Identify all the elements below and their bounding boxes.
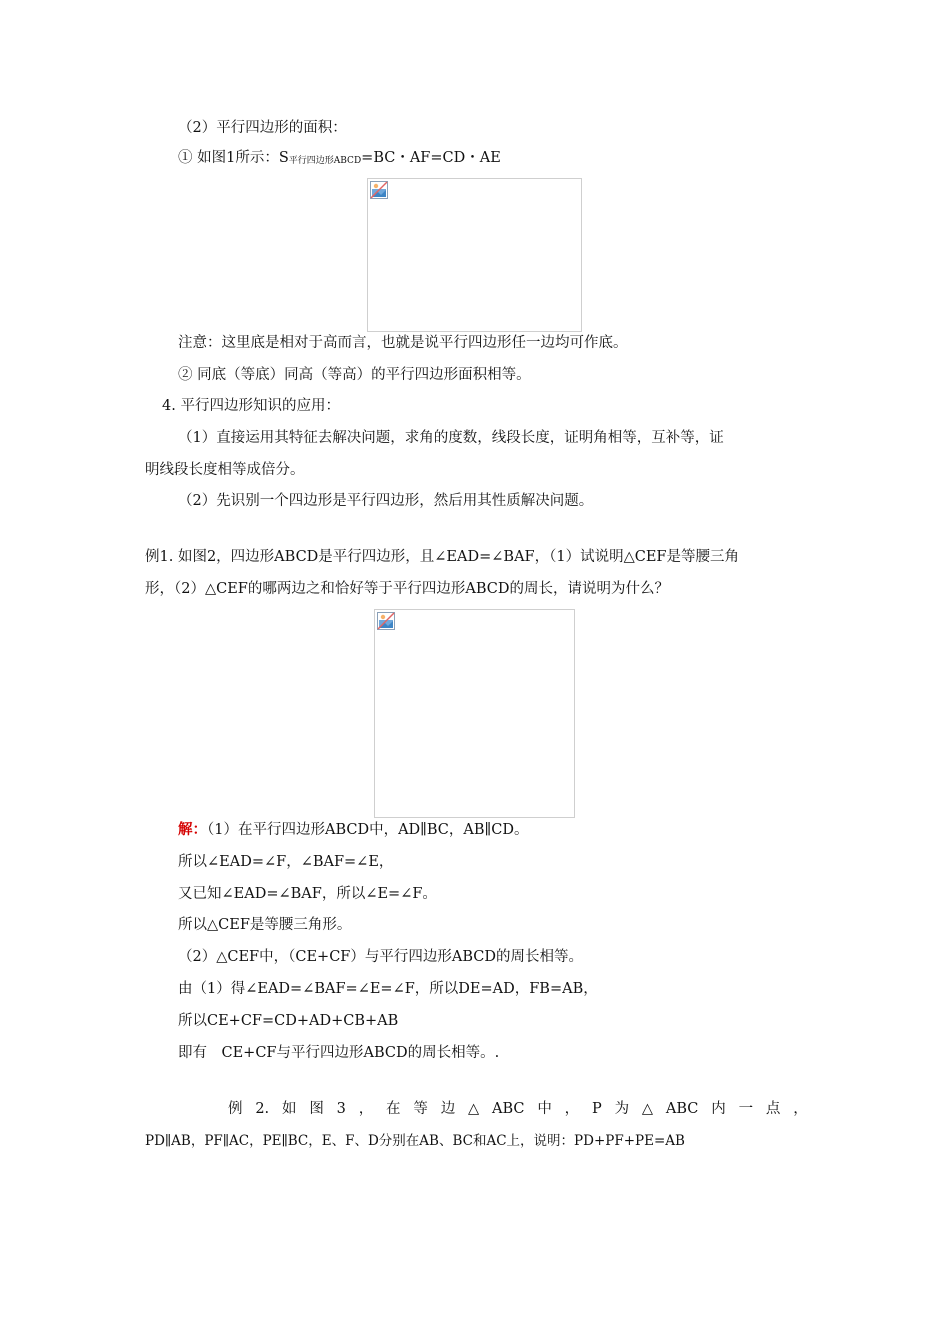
solution-text-1: （1）在平行四边形ABCD中，AD∥BC，AB∥CD。 [207,822,529,838]
example2-line1 [228,1099,808,1119]
area-item-2: ② 同底（等底）同高（等高）的平行四边形面积相等。 [178,367,531,383]
solution-line-1 [178,820,528,840]
ex2-token: ， [564,1101,580,1117]
example1-line2: 形，（2）△CEF的哪两边之和恰好等于平行四边形ABCD的周长，请说明为什么？ [145,581,669,597]
app-p2: （2）先识别一个四边形是平行四边形，然后用其性质解决问题。 [178,493,594,509]
ex2-token: ABC [492,1101,525,1117]
formula-subscript: 平行四边形ABCD [288,156,362,166]
ex2-token: 边 [440,1101,456,1117]
area-note: 注意：这里底是相对于高而言，也就是说平行四边形任一边均可作底。 [178,335,628,351]
formula-suffix: =BC・AF=CD・AE [361,150,501,166]
ex2-token: 在 [386,1101,401,1117]
example2-line2: PD∥AB，PF∥AC，PE∥BC，E、F、D分别在AB、BC和AC上，说明：PD+PF+PE=AB [145,1133,685,1149]
formula-prefix: ① 如图1所示：S [178,150,289,166]
ex2-token: ， [358,1101,374,1117]
solution-label: 解： [178,821,207,838]
area-heading: （2）平行四边形的面积： [178,120,347,136]
ex2-token: 内 [711,1101,726,1117]
solution-line-2: 所以∠EAD=∠F，∠BAF=∠E， [178,854,394,870]
ex2-token: 如 [282,1101,297,1117]
solution-line-3: 又已知∠EAD=∠BAF，所以∠E=∠F。 [178,886,437,902]
ex2-token: 2. [255,1101,270,1117]
figure-1-image [367,178,582,332]
area-formula [178,148,501,170]
ex2-token: 点 [765,1101,781,1117]
solution-line-7: 所以CE+CF=CD+AD+CB+AB [178,1013,399,1029]
solution-line-6: 由（1）得∠EAD=∠BAF=∠E=∠F，所以DE=AD，FB=AB， [178,981,598,997]
ex2-token: ABC [665,1101,699,1117]
ex2-token: 为 [614,1101,630,1117]
ex2-token: 例 [228,1101,243,1117]
ex2-token: 3 [336,1101,346,1117]
ex2-token: 中 [537,1101,552,1117]
ex2-token: 等 [413,1101,428,1117]
solution-line-5: （2）△CEF中，（CE+CF）与平行四边形ABCD的周长相等。 [178,949,583,965]
solution-line-4: 所以△CEF是等腰三角形。 [178,917,352,933]
figure-2-image [374,609,575,818]
ex2-token: 图 [309,1101,324,1117]
broken-image-icon [370,181,388,199]
ex2-token: △ [468,1101,480,1117]
ex2-token: △ [641,1101,654,1117]
app-p1-line2: 明线段长度相等成倍分。 [145,462,305,478]
solution-line-8: 即有 CE+CF与平行四边形ABCD的周长相等。. [178,1045,500,1061]
app-p1-line1: （1）直接运用其特征去解决问题，求角的度数，线段长度，证明角相等，互补等，证 [178,430,724,446]
broken-image-icon [377,612,395,630]
ex2-token: P [592,1101,602,1117]
ex2-token: 一 [738,1101,754,1117]
example1-line1: 例1. 如图2，四边形ABCD是平行四边形，且∠EAD=∠BAF，（1）试说明△CEF是等腰三角 [145,549,739,565]
app-heading: 4. 平行四边形知识的应用： [162,398,340,414]
ex2-token: ， [793,1101,808,1117]
